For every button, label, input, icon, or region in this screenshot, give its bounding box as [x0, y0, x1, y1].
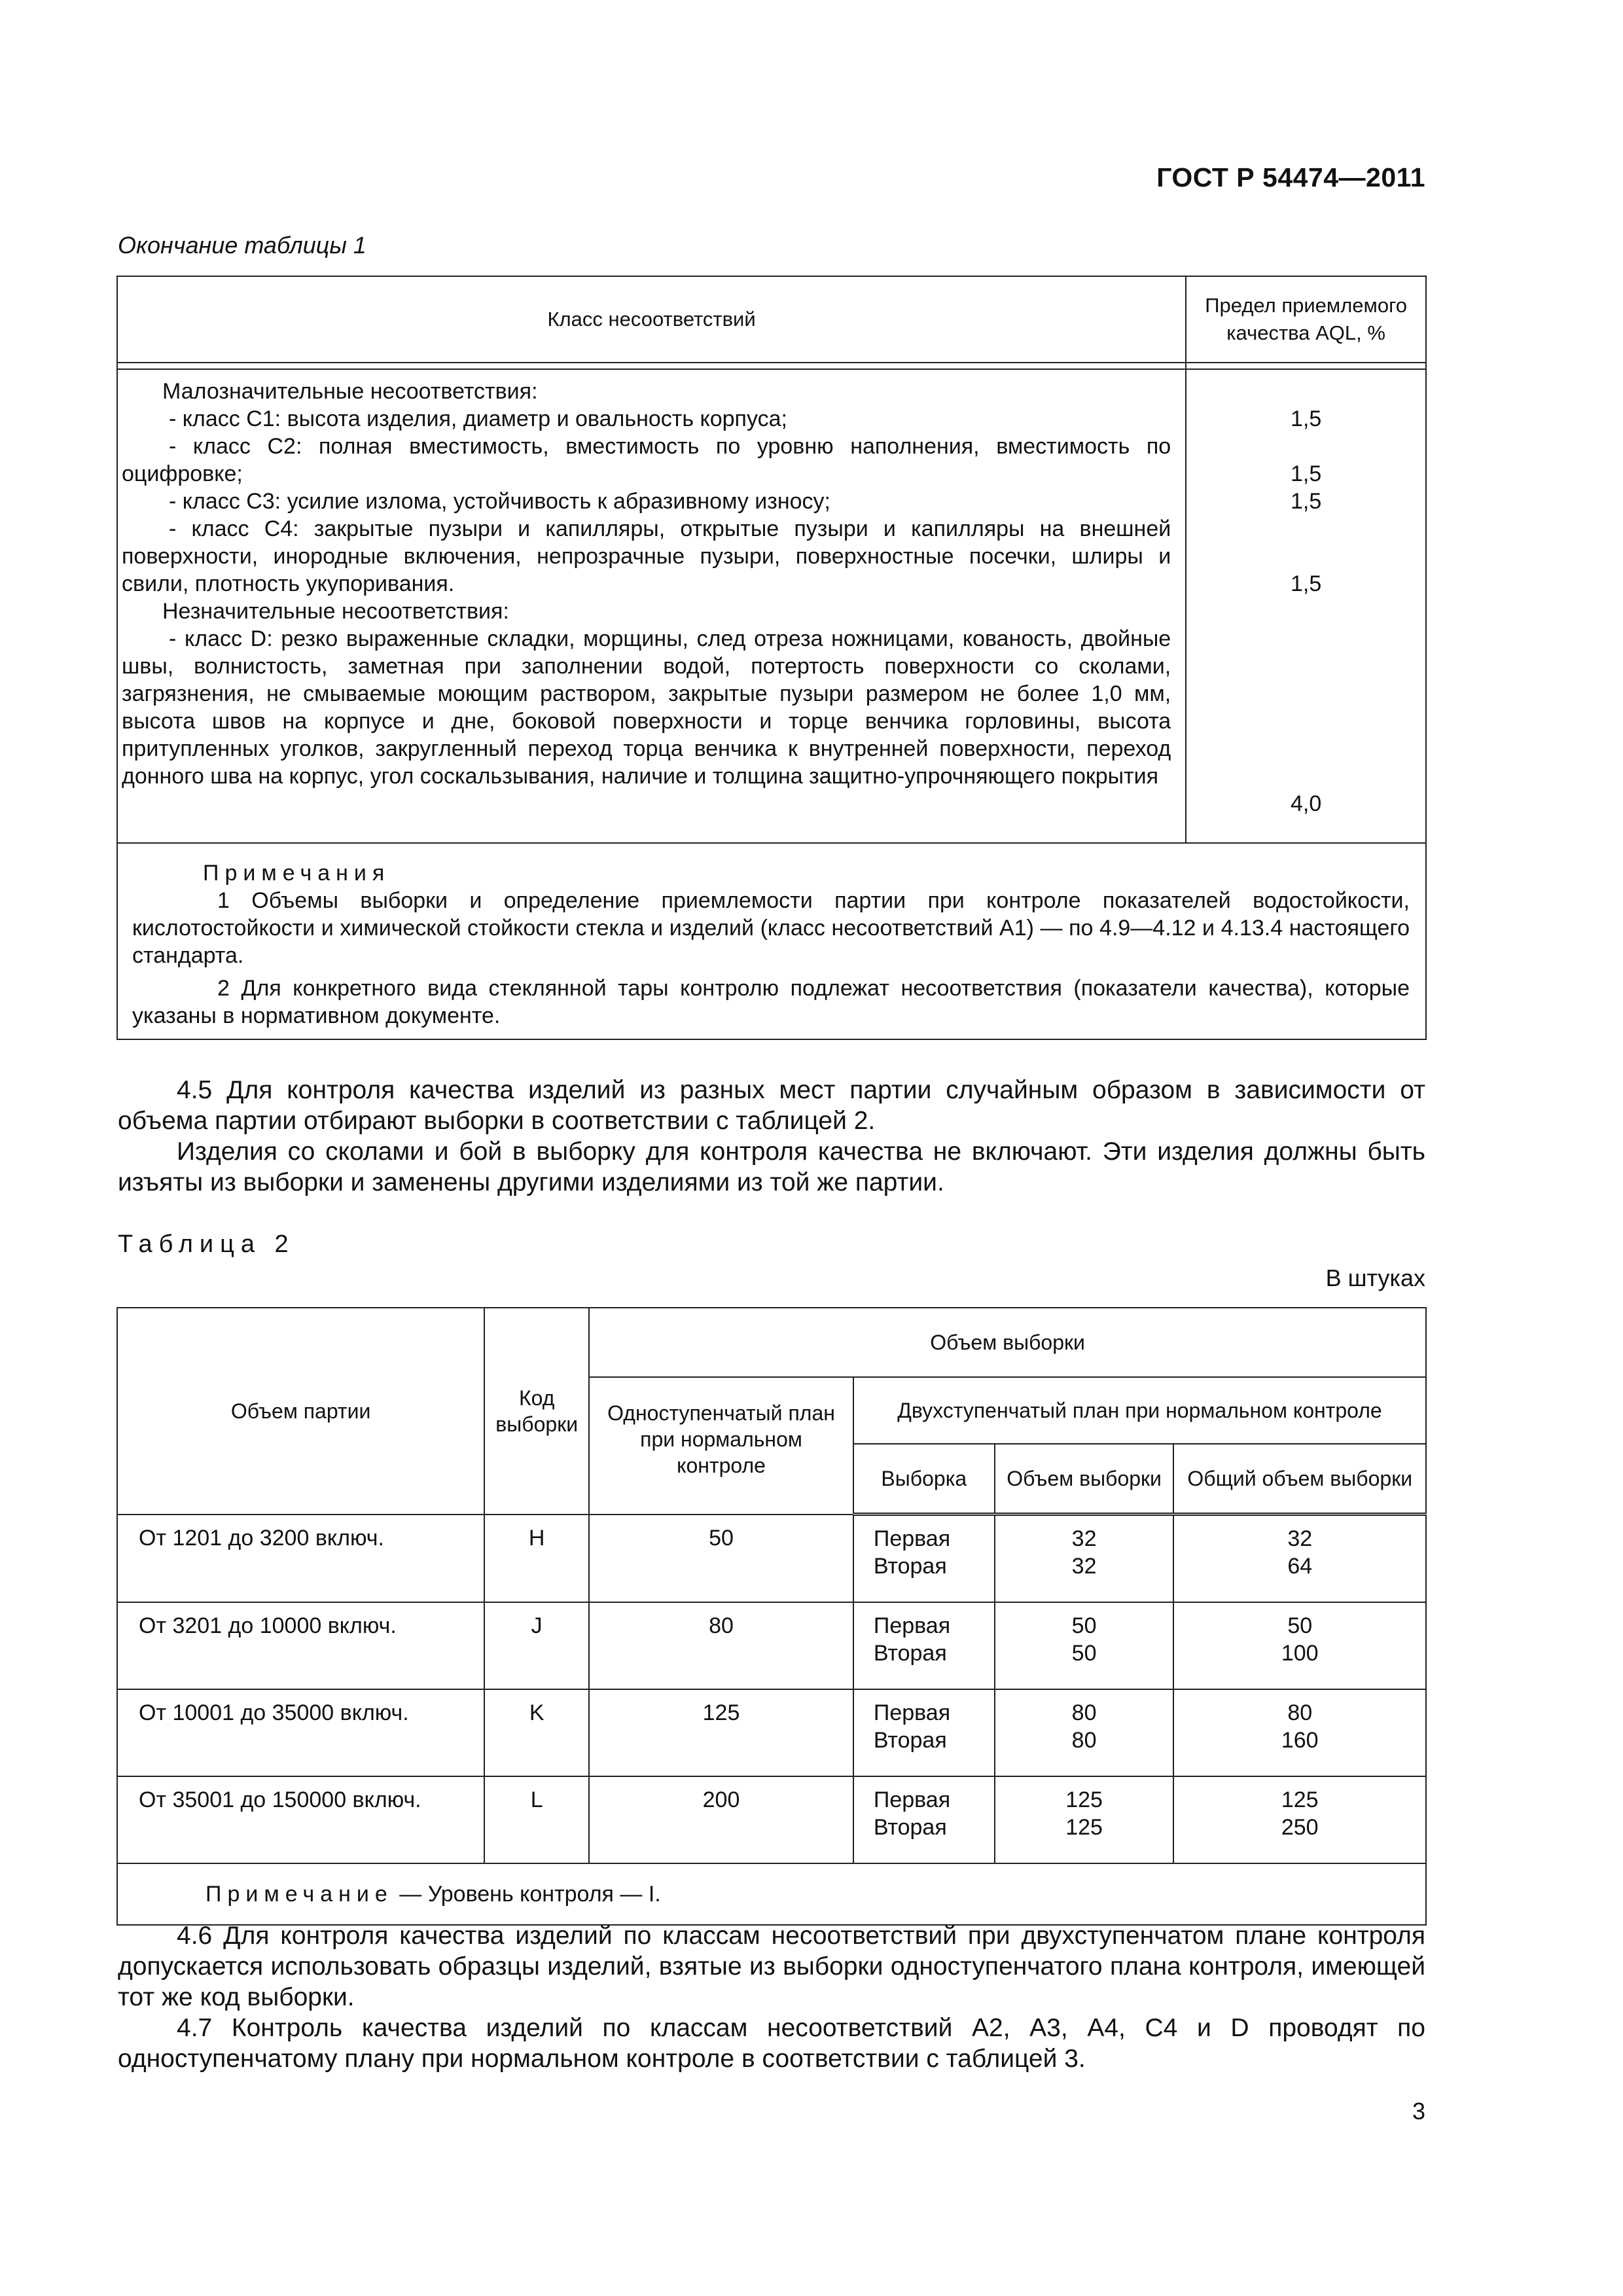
table1-body-row	[117, 369, 1426, 843]
table1-body-class-cell	[117, 369, 1186, 843]
stage-first: Первая	[873, 1787, 951, 1812]
table1-header-separator	[117, 363, 1426, 369]
table2-header-lot: Объем партии	[117, 1308, 484, 1515]
table2-header-row-1	[117, 1308, 1426, 1377]
total-first: 80	[1287, 1700, 1313, 1725]
size-first: 50	[1071, 1613, 1097, 1638]
stage-second: Вторая	[873, 1554, 947, 1579]
total-first: 32	[1287, 1526, 1313, 1551]
class-c4-text: - класс С4: закрытые пузыри и капилляры, открытые пузыри и капилляры на внешней поверхности, инородные включения, непрозрачные пузыри, поверхностные посечки, шлиры и свили, плотность укупоривания.	[122, 516, 1171, 596]
table1-body-aql-cell	[1186, 369, 1426, 843]
paragraph-4-5	[118, 1075, 1425, 1198]
single-plan-size: 50	[589, 1515, 853, 1603]
table1-notes-heading: Примечания	[203, 861, 391, 886]
class-d-text: - класс D: резко выраженные складки, морщины, след отреза ножницами, кованость, двойные швы, волнистость, заметная при заполнении водой, потертость поверхности со сколами, загрязнения, не смываемые моющим раствором, закрытые пузыри размером не более 1,0 мм, высота швов на корпусе и дне, боковой поверхности и торце венчика горловины, высота притупленных уголков, закругленный переход торца венчика к внутренней поверхности, переход донного шва на корпус, угол соскальзывания, наличие и толщина защитно-упрочняющего покрытия	[122, 626, 1171, 789]
table2-header-code	[484, 1308, 589, 1515]
paragraph-4-6	[118, 1920, 1425, 2013]
page-number: 3	[1412, 2098, 1425, 2125]
size-second: 80	[1071, 1728, 1097, 1753]
table1-header-aql	[1186, 276, 1426, 363]
paragraph-4-5-continuation: Изделия со сколами и бой в выборку для контроля качества не включают. Эти изделия должны быть изъяты из выборки и заменены другими изделиями из той же партии.	[118, 1138, 1425, 1196]
stage-cell	[853, 1515, 995, 1603]
table2-header-stage: Выборка	[853, 1444, 995, 1515]
table2-note-row	[117, 1863, 1426, 1925]
paragraph-4-5-text: 4.5 Для контроля качества изделий из разных мест партии случайным образом в зависимости от объема партии отбирают выборки в соответствии с таблицей 2.	[118, 1076, 1425, 1135]
table1-header-class: Класс несоответствий	[117, 276, 1186, 363]
table2-header-single	[589, 1377, 853, 1515]
size-second: 32	[1071, 1554, 1097, 1579]
size-first: 125	[1065, 1787, 1103, 1812]
table-row	[117, 1689, 1426, 1776]
sample-code: J	[484, 1602, 589, 1689]
class-c1-text: - класс С1: высота изделия, диаметр и овальность корпуса;	[169, 406, 787, 431]
stage-first: Первая	[873, 1526, 951, 1551]
size-first: 32	[1071, 1526, 1097, 1551]
total-size-cell	[1173, 1776, 1426, 1863]
total-first: 125	[1281, 1787, 1319, 1812]
total-size-cell	[1173, 1602, 1426, 1689]
stage-first: Первая	[873, 1700, 951, 1725]
stage-second: Вторая	[873, 1728, 947, 1753]
total-second: 64	[1287, 1554, 1313, 1579]
table2-note-label: Примечание	[205, 1882, 393, 1907]
sample-code: L	[484, 1776, 589, 1863]
lot-range: От 10001 до 35000 включ.	[117, 1689, 484, 1776]
class-c2-text: - класс С2: полная вместимость, вместимость по уровню наполнения, вместимость по оцифровке;	[122, 434, 1171, 486]
table1-header-aql-line1: Предел приемлемого	[1205, 294, 1407, 317]
stage-cell	[853, 1776, 995, 1863]
total-size-cell	[1173, 1515, 1426, 1603]
table1-header-row	[117, 276, 1426, 363]
total-size-cell	[1173, 1689, 1426, 1776]
table2-note	[117, 1863, 1426, 1925]
paragraph-4-6-text: 4.6 Для контроля качества изделий по классам несоответствий при двухступенчатом плане контроля допускается использовать образцы изделий, взятые из выборки одноступенчатого плана контроля, имеющей тот же код выборки.	[118, 1922, 1425, 2011]
sample-code: K	[484, 1689, 589, 1776]
stage-cell	[853, 1689, 995, 1776]
aql-c4-value: 1,5	[1290, 571, 1322, 596]
table2-header-single-line3: контроле	[677, 1454, 766, 1477]
size-second: 50	[1071, 1641, 1097, 1666]
total-first: 50	[1287, 1613, 1313, 1638]
paragraph-4-7	[118, 2013, 1425, 2074]
paragraph-4-7-text: 4.7 Контроль качества изделий по классам несоответствий А2, А3, А4, С4 и D проводят по одноступенчатому плану при нормальном контроле в соответствии с таблицей 3.	[118, 2014, 1425, 2073]
total-second: 100	[1281, 1641, 1319, 1666]
aql-d-value: 4,0	[1290, 791, 1322, 816]
aql-c3-value: 1,5	[1290, 489, 1322, 514]
table1-note-1: 1 Объемы выборки и определение приемлемости партии при контроле показателей водостойкости, кислотостойкости и химической стойкости стекла и изделий (класс несоответствий А1) — по 4.9—4.12 и 4.13.4 настоящего стандарта.	[132, 888, 1410, 968]
stage-second: Вторая	[873, 1641, 947, 1666]
stage-cell	[853, 1602, 995, 1689]
table-row	[117, 1776, 1426, 1863]
aql-c1-value: 1,5	[1290, 406, 1322, 431]
stage-size-cell	[995, 1515, 1174, 1603]
table2-header-sample: Объем выборки	[589, 1308, 1426, 1377]
table1-caption: Окончание таблицы 1	[118, 232, 366, 259]
stage-size-cell	[995, 1776, 1174, 1863]
stage-size-cell	[995, 1602, 1174, 1689]
table2-header-double: Двухступенчатый план при нормальном контроле	[853, 1377, 1426, 1444]
class-c3-text: - класс С3: усилие излома, устойчивость к абразивному износу;	[169, 489, 831, 514]
lot-range: От 3201 до 10000 включ.	[117, 1602, 484, 1689]
insignificant-nonconformities-heading: Незначительные несоответствия:	[162, 599, 509, 624]
table1-header-aql-line2: качества AQL, %	[1226, 321, 1385, 344]
table1-note-2: 2 Для конкретного вида стеклянной тары контролю подлежат несоответствия (показатели качества), которые указаны в нормативном документе.	[132, 976, 1410, 1028]
stage-first: Первая	[873, 1613, 951, 1638]
table2-header-code-line1: Код	[518, 1386, 555, 1410]
table-row	[117, 1515, 1426, 1603]
table2-header-single-line1: Одноступенчатый план	[607, 1401, 835, 1425]
lot-range: От 35001 до 150000 включ.	[117, 1776, 484, 1863]
document-id: ГОСТ Р 54474—2011	[1156, 162, 1425, 192]
table2-note-text: — Уровень контроля — I.	[393, 1882, 661, 1907]
table2-header-code-line2: выборки	[495, 1412, 579, 1436]
aql-c2-value: 1,5	[1290, 461, 1322, 486]
table1-notes-row	[117, 843, 1426, 1039]
table2-units: В штуках	[1325, 1265, 1425, 1291]
lot-range: От 1201 до 3200 включ.	[117, 1515, 484, 1603]
single-plan-size: 125	[589, 1689, 853, 1776]
total-second: 250	[1281, 1815, 1319, 1840]
size-second: 125	[1065, 1815, 1103, 1840]
sample-code: H	[484, 1515, 589, 1603]
single-plan-size: 80	[589, 1602, 853, 1689]
total-second: 160	[1281, 1728, 1319, 1753]
stage-second: Вторая	[873, 1815, 947, 1840]
size-first: 80	[1071, 1700, 1097, 1725]
table2-header-total: Общий объем выборки	[1173, 1444, 1426, 1515]
table2-header-size: Объем выборки	[995, 1444, 1174, 1515]
table2-caption: Таблица 2	[118, 1230, 295, 1258]
table1-notes-cell	[117, 843, 1426, 1039]
table1	[116, 276, 1427, 1040]
stage-size-cell	[995, 1689, 1174, 1776]
table2-header-single-line2: при нормальном	[640, 1427, 802, 1451]
table2	[116, 1307, 1427, 1926]
table-row	[117, 1602, 1426, 1689]
minor-nonconformities-heading: Малозначительные несоответствия:	[162, 379, 538, 404]
single-plan-size: 200	[589, 1776, 853, 1863]
